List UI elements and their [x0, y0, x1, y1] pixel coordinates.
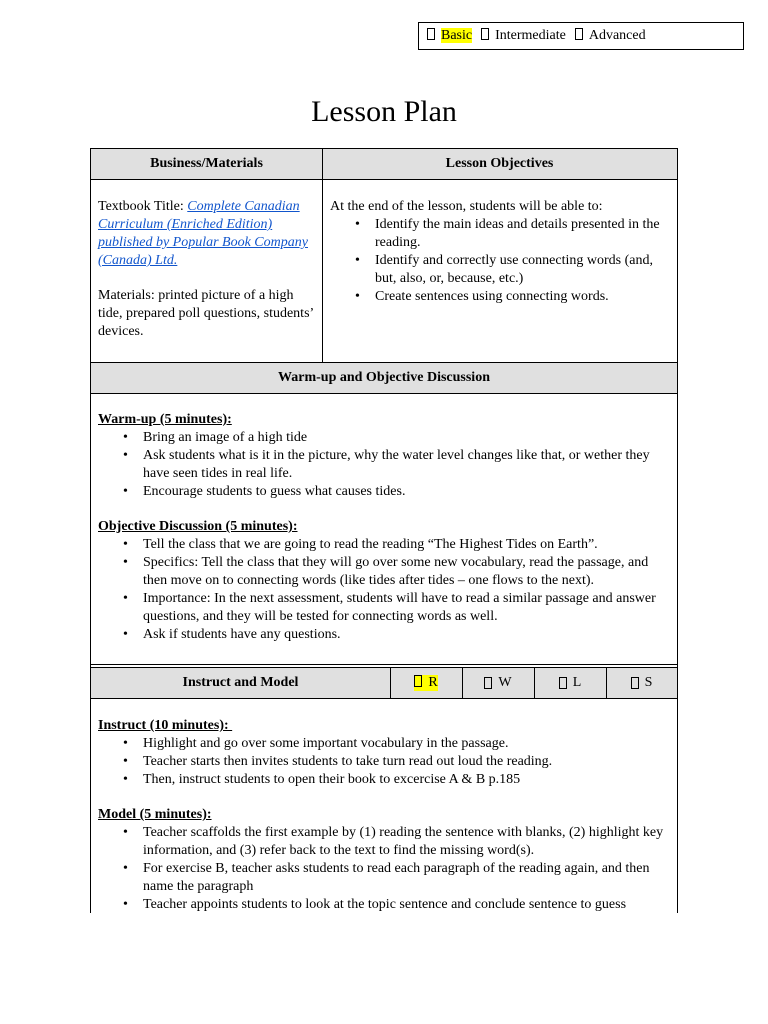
checkbox-icon	[575, 28, 583, 40]
list-item: • Tell the class that we are going to read the reading “The Highest Tides on Earth”.	[98, 536, 668, 554]
lesson-plan-table	[90, 148, 678, 913]
level-intermediate[interactable]: Intermediate	[481, 28, 566, 44]
checkbox-icon	[414, 675, 422, 687]
list-item: • Teacher appoints students to look at the topic sentence and conclude sentence to guess	[98, 896, 668, 913]
instruct-list	[98, 735, 668, 789]
list-item: • Specifics: Tell the class that they will go over some new vocabulary, read the passage, and then move on to connecting words (like tides after tides – one flows to the next).	[98, 554, 668, 590]
level-advanced[interactable]: Advanced	[575, 28, 646, 44]
list-item: • Encourage students to guess what causes tides.	[98, 483, 668, 501]
instruct-model-header: Instruct and Model	[182, 675, 299, 690]
list-item: • Then, instruct students to open their book to excercise A & B p.185	[98, 771, 668, 789]
list-item: • Ask students what is it in the picture, why the water level changes like that, or wether they have seen tides in real life.	[98, 447, 668, 483]
checkbox-icon	[631, 677, 639, 689]
skill-reading[interactable]: R	[390, 668, 462, 698]
materials-text: Materials: printed picture of a high tide, prepared poll questions, students’ devices.	[98, 288, 314, 339]
warmup-list	[98, 429, 668, 501]
list-item: • Teacher starts then invites students to take turn read out loud the reading.	[98, 753, 668, 771]
lesson-objectives-header: Lesson Objectives	[445, 156, 554, 171]
checkbox-icon	[481, 28, 489, 40]
warmup-header: Warm-up and Objective Discussion	[278, 370, 490, 385]
objectives-intro: At the end of the lesson, students will be able to:	[330, 199, 603, 214]
warmup-title: Warm-up (5 minutes):	[98, 412, 232, 427]
checkbox-icon	[559, 677, 567, 689]
objective-discussion-list	[98, 536, 668, 644]
skill-speaking[interactable]: S	[606, 668, 677, 698]
skill-listening[interactable]: L	[534, 668, 606, 698]
instruct-title: Instruct (10 minutes):	[98, 718, 233, 733]
textbook-title: Textbook Title: Complete Canadian Curriculum (Enriched Edition) published by Popular Book Company (Canada) Ltd.	[98, 199, 308, 268]
checkbox-icon	[484, 677, 492, 689]
list-item: • Importance: In the next assessment, students will have to read a similar passage and answer questions, and they will be tested for connecting words as well.	[98, 590, 668, 626]
objectives-list	[330, 216, 670, 306]
textbook-link[interactable]: Complete Canadian Curriculum (Enriched Edition) published by Popular Book Company (Canada) Ltd.	[98, 199, 308, 268]
list-item: • For exercise B, teacher asks students to read each paragraph of the reading again, and then name the paragraph	[98, 860, 668, 896]
business-materials-header: Business/Materials	[150, 156, 263, 171]
checkbox-icon	[427, 28, 435, 40]
list-item: • Highlight and go over some important vocabulary in the passage.	[98, 735, 668, 753]
model-list	[98, 824, 668, 913]
list-item: • Teacher scaffolds the first example by (1) reading the sentence with blanks, (2) highlight key information, and (3) refer back to the text to find the missing word(s).	[98, 824, 668, 860]
objective-discussion-title: Objective Discussion (5 minutes):	[98, 519, 298, 534]
table1-header-row	[91, 149, 677, 180]
list-item: • Identify the main ideas and details presented in the reading.	[330, 216, 670, 252]
level-basic[interactable]: Basic	[427, 28, 472, 44]
list-item: • Create sentences using connecting words.	[330, 288, 670, 306]
level-selector	[418, 22, 744, 50]
model-title: Model (5 minutes):	[98, 807, 212, 822]
warmup-header-row	[91, 362, 677, 394]
instruct-header-row	[91, 667, 677, 699]
list-item: • Ask if students have any questions.	[98, 626, 668, 644]
list-item: • Identify and correctly use connecting words (and, but, also, or, because, etc.)	[330, 252, 670, 288]
list-item: • Bring an image of a high tide	[98, 429, 668, 447]
skill-writing[interactable]: W	[462, 668, 534, 698]
page-title: Lesson Plan	[311, 95, 457, 128]
